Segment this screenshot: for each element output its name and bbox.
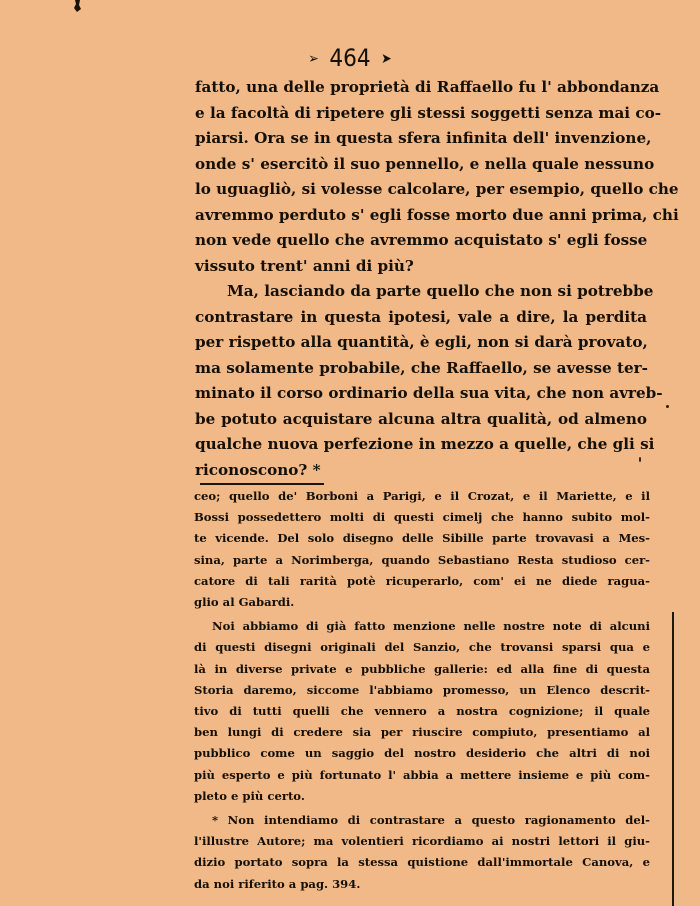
- ink-speck: [639, 457, 641, 462]
- note-line: l'illustre Autore; ma volentieri ricordiamo ai nostri lettori il giu-: [194, 834, 650, 849]
- text-line: Ma, lasciando da parte quello che non si potrebbe: [227, 282, 654, 300]
- note-line: Noi abbiamo di già fatto menzione nelle nostre note di alcuni: [212, 619, 650, 634]
- text-line: riconoscono? *: [195, 460, 321, 479]
- footnote-paragraph: [194, 616, 650, 807]
- text-line: piarsi. Ora se in questa sfera infinita dell' invenzione,: [195, 129, 652, 147]
- note-line: più esperto e più fortunato l' abbia a mettere insieme e più com-: [194, 767, 650, 782]
- page-number: 464: [329, 44, 371, 72]
- footnote-continuation: [194, 486, 650, 613]
- note-line: Storia daremo, siccome l'abbiamo promesso, un Elenco descrit-: [194, 682, 650, 697]
- note-line: pubblico come un saggio del nostro desiderio che altri di noi: [194, 746, 650, 761]
- note-line: da noi riferito a pag. 394.: [194, 876, 361, 891]
- paragraph-2: [195, 279, 663, 483]
- page-header: [0, 44, 700, 72]
- ink-blot-mark: [73, 0, 82, 12]
- note-line: te vicende. Del solo disegno delle Sibille parte trovavasi a Mes-: [194, 531, 650, 546]
- text-line: lo uguagliò, si volesse calcolare, per esempio, quello che: [195, 180, 679, 198]
- text-line: onde s' esercitò il suo pennello, e nella quale nessuno: [195, 154, 655, 173]
- ink-speck: [666, 405, 669, 408]
- text-line: minato il corso ordinario della sua vita, che non avreb-: [195, 384, 663, 402]
- note-line: ben lungi di credere sia per riuscire compiuto, presentiamo al: [194, 725, 650, 740]
- note-line: * Non intendiamo di contrastare a questo ragionamento del-: [212, 813, 650, 828]
- note-line: di questi disegni originali del Sanzio, che trovansi sparsi qua e: [194, 640, 650, 655]
- text-line: fatto, una delle proprietà di Raffaello fu l' abbondanza: [195, 78, 660, 96]
- main-body-text: [195, 75, 679, 483]
- text-line: ma solamente probabile, che Raffaello, se avesse ter-: [195, 358, 648, 377]
- text-line: avremmo perduto s' egli fosse morto due anni prima, chi: [195, 205, 679, 224]
- text-line: qualche nuova perfezione in mezzo a quelle, che gli si: [195, 435, 655, 453]
- note-line: tivo di tutti quelli che vennero a nostra cognizione; il quale: [194, 704, 650, 719]
- footnotes: [194, 486, 650, 895]
- text-line: be potuto acquistare alcuna altra qualità, od almeno: [195, 409, 647, 428]
- note-line: catore di tali rarità potè ricuperarlo, com' ei ne diede ragua-: [194, 573, 650, 588]
- text-line: per rispetto alla quantità, è egli, non si darà provato,: [195, 333, 648, 351]
- right-ornament-icon: ➤: [381, 51, 392, 67]
- note-line: sina, parte a Norimberga, quando Sebastiano Resta studioso cer-: [194, 552, 650, 567]
- note-line: ceo; quello de' Borboni a Parigi, e il Crozat, e il Mariette, e il: [194, 489, 650, 503]
- left-ornament-icon: ➢: [308, 51, 319, 67]
- note-line: Bossi possedettero molti di questi cimelj che hanno subito mol-: [194, 510, 650, 525]
- page-edge-line: [672, 612, 674, 906]
- text-line: non vede quello che avremmo acquistato s' egli fosse: [195, 231, 648, 249]
- footnote-separator-rule: [200, 483, 324, 485]
- paragraph-1: [195, 75, 679, 279]
- note-line: glio al Gabardi.: [194, 595, 295, 610]
- note-line: là in diverse private e pubbliche gallerie: ed alla fine di questa: [194, 661, 650, 676]
- text-line: e la facoltà di ripetere gli stessi soggetti senza mai co-: [195, 103, 662, 122]
- note-line: pleto e più certo.: [194, 788, 305, 803]
- note-line: dizio portato sopra la stessa quistione dall'immortale Canova, e: [194, 855, 650, 870]
- text-line: vissuto trent' anni di più?: [195, 256, 414, 275]
- text-line: contrastare in questa ipotesi, vale a dire, la perdita: [195, 307, 647, 326]
- asterisk-footnote: [194, 810, 650, 895]
